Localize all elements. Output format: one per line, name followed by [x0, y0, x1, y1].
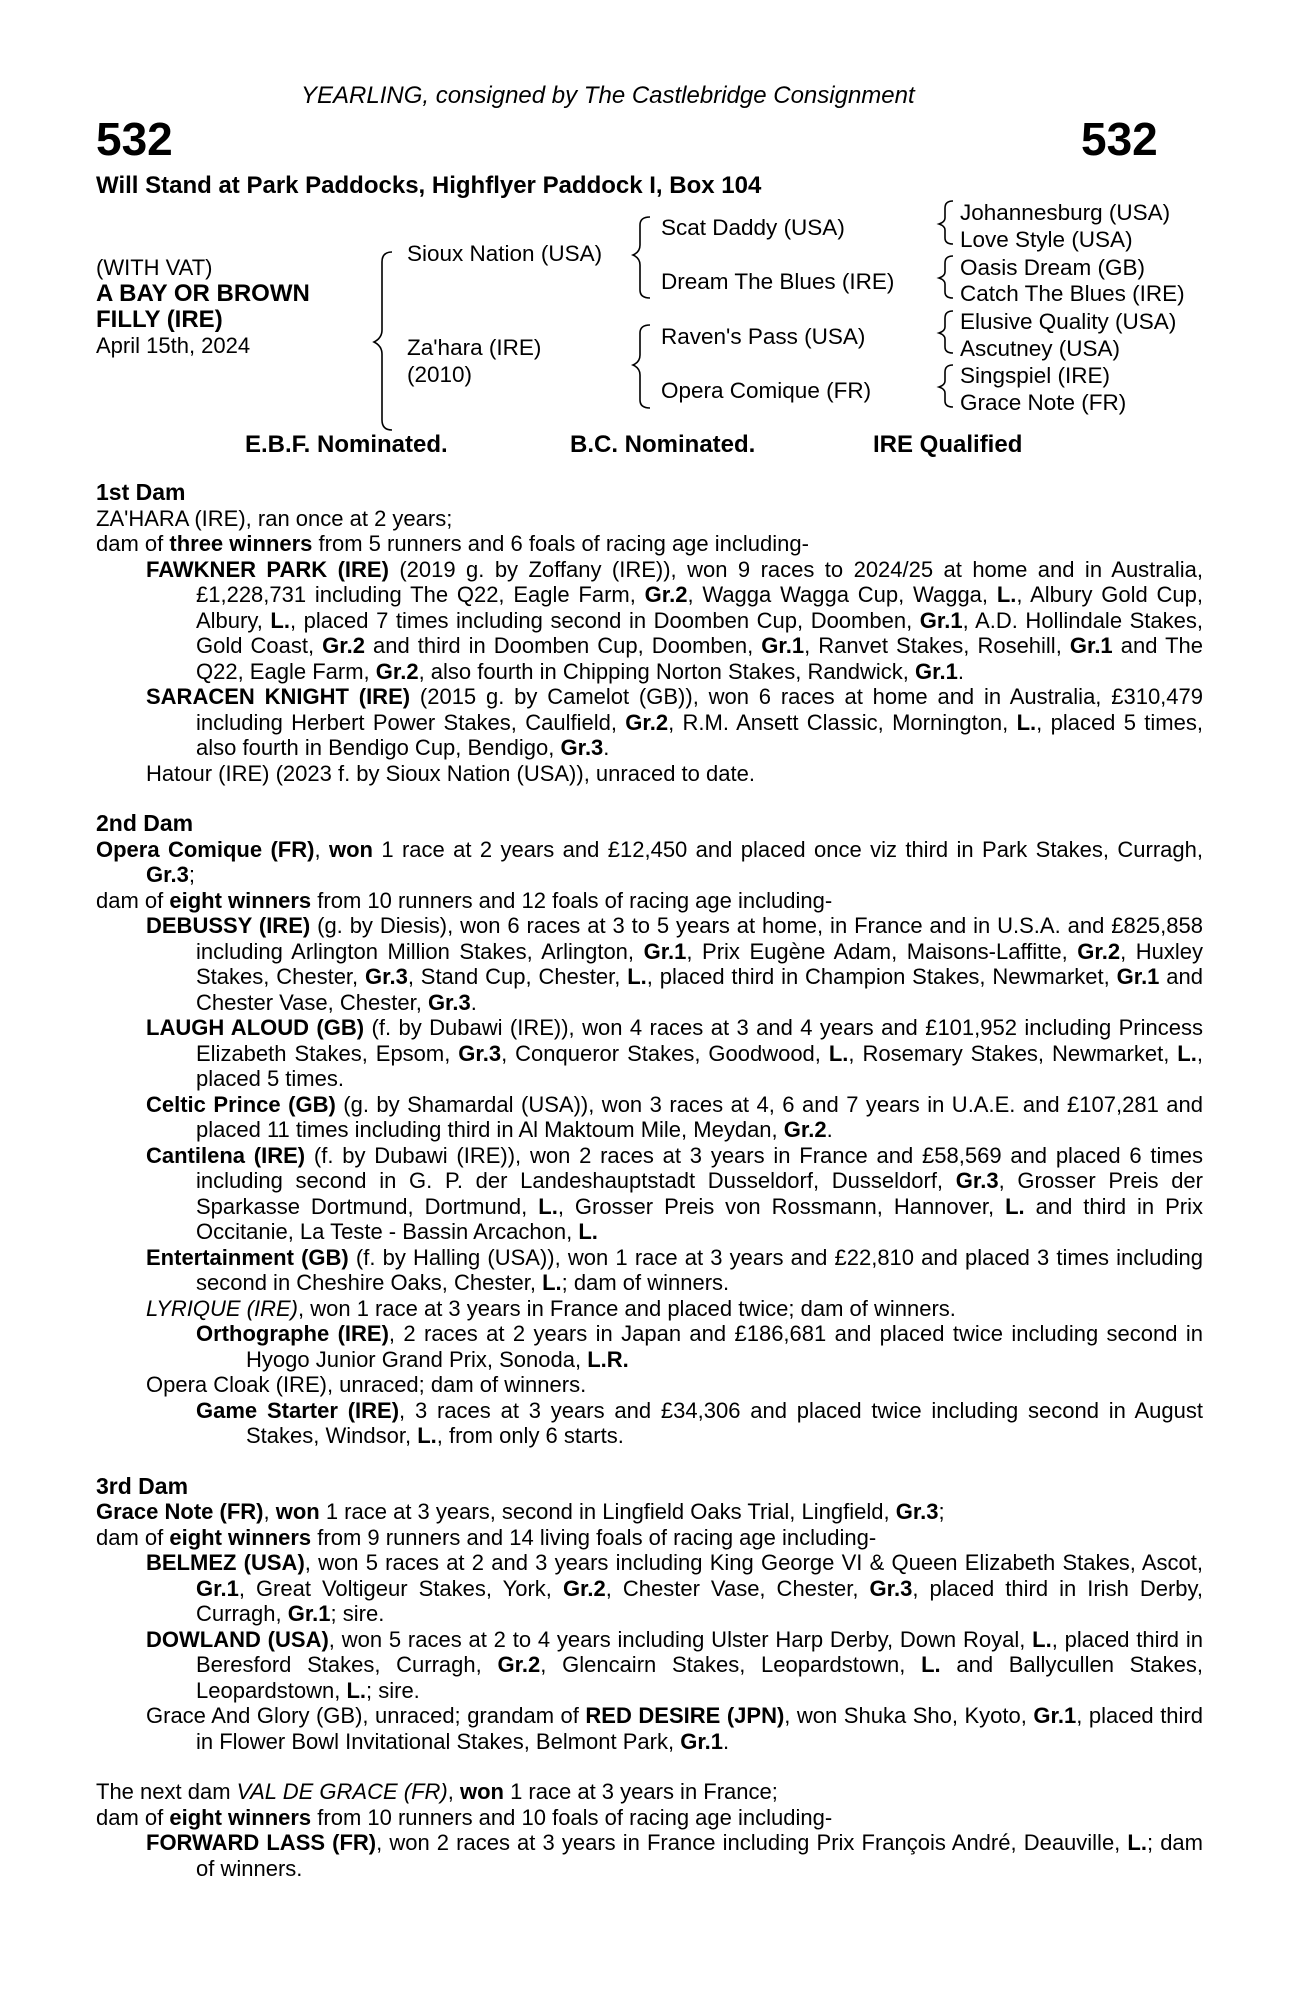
pedigree-dam-year: (2010) [407, 362, 473, 387]
vat-label: (WITH VAT) [96, 255, 213, 280]
horse-description [96, 255, 366, 359]
produce-entry: LAUGH ALOUD (GB) (f. by Dubawi (IRE)), won 4 races at 3 and 4 years and £101,952 including Princess Elizabeth Stakes, Epsom, Gr.3, Conqueror Stakes, Goodwood, L., Rosemary Stakes, Newmarket, L., placed 5 times. [146, 1015, 1203, 1091]
horse-colour: A BAY OR BROWN [96, 280, 310, 307]
produce-entry: Opera Cloak (IRE), unraced; dam of winners. [146, 1372, 587, 1397]
second-dam-produce-summary: dam of eight winners from 10 runners and 12 foals of racing age including- [96, 887, 833, 913]
pedigree-dam: Za'hara (IRE) [407, 335, 542, 360]
fourth-dam-produce-summary: dam of eight winners from 10 runners and 10 foals of racing age including- [96, 1804, 833, 1830]
fourth-dam-section [96, 1779, 1203, 1881]
first-dam-line: ZA'HARA (IRE), ran once at 2 years; [96, 505, 453, 531]
horse-sex: FILLY (IRE) [96, 306, 223, 333]
pedigree-dds: Singspiel (IRE) [960, 363, 1111, 388]
produce-entry: SARACEN KNIGHT (IRE) (2015 g. by Camelot (GB)), won 6 races at home and in Australia, £310,479 including Herbert Power Stakes, Caulfield, Gr.2, R.M. Ansett Classic, Mornington, L., placed 5 times, also fourth in Bendigo Cup, Bendigo, Gr.3. [146, 684, 1203, 760]
gen2-sire-brace [633, 217, 650, 298]
pedigree-sire-sire: Scat Daddy (USA) [661, 215, 845, 240]
lot-number-left: 532 [96, 113, 173, 165]
grandproduce-entry: Orthographe (IRE), 2 races at 2 years in Japan and £186,681 and placed twice including second in Hyogo Junior Grand Prix, Sonoda, L.R. [196, 1321, 1203, 1372]
pedigree-dss: Elusive Quality (USA) [960, 309, 1177, 334]
consignment-line: YEARLING, consigned by The Castlebridge Consignment [301, 82, 915, 109]
second-dam-section [96, 811, 1203, 1449]
produce-entry: Grace And Glory (GB), unraced; grandam of RED DESIRE (JPN), won Shuka Sho, Kyoto, Gr.1, placed third in Flower Bowl Invitational Stakes, Belmont Park, Gr.1. [146, 1703, 1203, 1754]
pedigree-dam-dam: Opera Comique (FR) [661, 378, 872, 403]
grandproduce-entry: Game Starter (IRE), 3 races at 3 years and £34,306 and placed twice including second in August Stakes, Windsor, L., from only 6 starts. [196, 1397, 1203, 1448]
foaling-date: April 15th, 2024 [96, 333, 251, 358]
ire-qualified: IRE Qualified [873, 431, 1023, 458]
gen2-dam-brace [633, 325, 650, 408]
third-dam-heading: 3rd Dam [96, 1472, 189, 1499]
produce-entry: LYRIQUE (IRE), won 1 race at 3 years in France and placed twice; dam of winners. [146, 1295, 956, 1321]
pedigree-sire-dam: Dream The Blues (IRE) [661, 269, 895, 294]
produce-entry: DEBUSSY (IRE) (g. by Diesis), won 6 races at 3 to 5 years at home, in France and in U.S.A. and £825,858 including Arlington Million Stakes, Arlington, Gr.1, Prix Eugène Adam, Maisons-Laffitte, Gr.2, Huxley Stakes, Chester, Gr.3, Stand Cup, Chester, L., placed third in Champion Stakes, Newmarket, Gr.1 and Chester Vase, Chester, Gr.3. [146, 913, 1203, 1015]
produce-entry: Celtic Prince (GB) (g. by Shamardal (USA)), won 3 races at 4, 6 and 7 years in U.A.E. and £107,281 and placed 11 times including third in Al Maktoum Mile, Meydan, Gr.2. [146, 1091, 1203, 1142]
produce-entry: Hatour (IRE) (2023 f. by Sioux Nation (USA)), unraced to date. [146, 760, 755, 786]
pedigree-ssd: Love Style (USA) [960, 227, 1133, 252]
third-dam-produce-summary: dam of eight winners from 9 runners and 14 living foals of racing age including- [96, 1524, 877, 1550]
ebf-nomination: E.B.F. Nominated. [245, 431, 448, 458]
fourth-dam-line: The next dam VAL DE GRACE (FR), won 1 race at 3 years in France; [96, 1779, 778, 1804]
gen1-brace [374, 252, 392, 430]
pedigree-dsd: Ascutney (USA) [960, 336, 1121, 361]
produce-entry: FORWARD LASS (FR), won 2 races at 3 years in France including Prix François André, Deauville, L.; dam of winners. [146, 1830, 1203, 1881]
second-dam-heading: 2nd Dam [96, 810, 194, 836]
gen3-brace-1 [939, 201, 953, 244]
produce-entry: FAWKNER PARK (IRE) (2019 g. by Zoffany (IRE)), won 9 races to 2024/25 at home and in Australia, £1,228,731 including The Q22, Eagle Farm, Gr.2, Wagga Wagga Cup, Wagga, L., Albury Gold Cup, Albury, L., placed 7 times including second in Doomben Cup, Doomben, Gr.1, A.D. Hollindale Stakes, Gold Coast, Gr.2 and third in Doomben Cup, Doomben, Gr.1, Ranvet Stakes, Rosehill, Gr.1 and The Q22, Eagle Farm, Gr.2, also fourth in Chipping Norton Stakes, Randwick, Gr.1. [146, 556, 1203, 684]
first-dam-heading: 1st Dam [96, 479, 186, 505]
gen3-brace-2 [939, 256, 953, 298]
third-dam-section [96, 1474, 1203, 1755]
pedigree-sire: Sioux Nation (USA) [407, 241, 603, 266]
produce-entry: Cantilena (IRE) (f. by Dubawi (IRE)), won 2 races at 3 years in France and £58,569 and placed 6 times including second in G. P. der Landeshauptstadt Dusseldorf, Dusseldorf, Gr.3, Grosser Preis der Sparkasse Dortmund, Dortmund, L., Grosser Preis von Rossmann, Hannover, L. and third in Prix Occitanie, La Teste - Bassin Arcachon, L. [146, 1142, 1203, 1244]
third-dam-line: Grace Note (FR), won 1 race at 3 years, second in Lingfield Oaks Trial, Lingfield, Gr.3; [96, 1499, 945, 1524]
pedigree-sdd: Catch The Blues (IRE) [960, 281, 1185, 306]
produce-entry: Entertainment (GB) (f. by Halling (USA)), won 1 race at 3 years and £22,810 and placed 3 times including second in Cheshire Oaks, Chester, L.; dam of winners. [146, 1244, 1203, 1295]
bc-nomination: B.C. Nominated. [570, 431, 756, 458]
catalogue-body [96, 480, 1203, 1906]
second-dam-line: Opera Comique (FR), won 1 race at 2 years and £12,450 and placed once viz third in Park Stakes, Curragh, Gr.3; [96, 836, 1203, 887]
lot-number-right: 532 [1081, 113, 1158, 165]
produce-entry: BELMEZ (USA), won 5 races at 2 and 3 years including King George VI & Queen Elizabeth Stakes, Ascot, Gr.1, Great Voltigeur Stakes, York, Gr.2, Chester Vase, Chester, Gr.3, placed third in Irish Derby, Curragh, Gr.1; sire. [146, 1550, 1204, 1626]
pedigree-sss: Johannesburg (USA) [960, 200, 1171, 225]
stand-location: Will Stand at Park Paddocks, Highflyer Paddock I, Box 104 [96, 172, 762, 199]
first-dam-produce-summary: dam of three winners from 5 runners and 6 foals of racing age including- [96, 531, 809, 556]
pedigree-dam-sire: Raven's Pass (USA) [661, 324, 866, 349]
gen3-brace-4 [939, 365, 953, 407]
produce-entry: DOWLAND (USA), won 5 races at 2 to 4 years including Ulster Harp Derby, Down Royal, L., placed third in Beresford Stakes, Curragh, Gr.2, Glencairn Stakes, Leopardstown, L. and Ballycullen Stakes, Leopardstown, L.; sire. [146, 1626, 1203, 1703]
pedigree-ddd: Grace Note (FR) [960, 390, 1127, 415]
pedigree-sds: Oasis Dream (GB) [960, 255, 1146, 280]
first-dam-section [96, 480, 1203, 786]
gen3-brace-3 [939, 311, 953, 353]
